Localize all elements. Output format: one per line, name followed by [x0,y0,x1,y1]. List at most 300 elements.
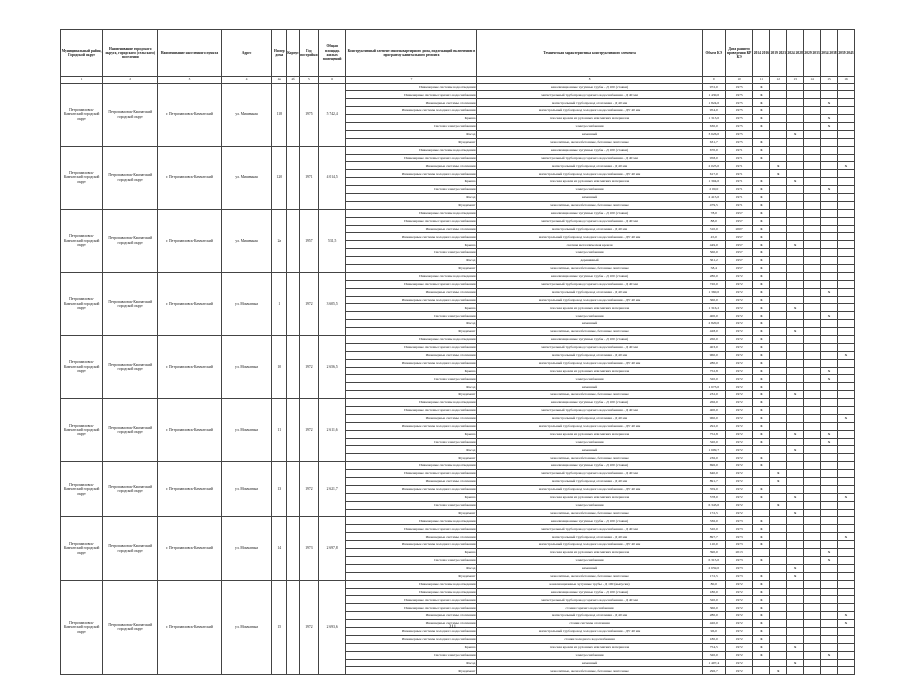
house-number-cell: 118 [272,83,287,146]
characteristic-cell: магистральный трубопровод отопления - Д 40 мм [477,414,702,422]
period-mark-cell [804,430,821,438]
volume-cell: 336,0 [702,517,725,525]
period-mark-cell: X [821,556,838,564]
total-area-cell: 5 742,4 [318,83,345,146]
period-mark-cell: X [821,430,838,438]
period-mark-cell: X [787,564,804,572]
characteristic-cell: магистральный трубопровод горячего водоснабжения - Д 40 мм [477,91,702,99]
period-mark-cell: X [787,178,804,186]
element-cell: Инженерные системы водоотведения [346,462,477,470]
period-mark-cell [770,596,787,604]
early-repair-date-cell: 1957 [725,233,752,241]
period-mark-cell [837,659,854,667]
house-number-cell: 13 [272,462,287,517]
period-mark-cell [753,478,770,486]
early-repair-date-cell: 1972 [725,509,752,517]
period-mark-cell: X [753,359,770,367]
period-mark-cell [837,359,854,367]
period-mark-cell: X [753,375,770,383]
period-mark-cell [804,501,821,509]
element-cell: Крыша [346,115,477,123]
column-header: Конструктивный элемент многоквартирного дома, подлежащий включению в программу капитального ремонта [346,30,477,77]
element-cell: Инженерные системы горячего водоснабжения [346,407,477,415]
column-header: 2019 2023 [770,30,787,77]
early-repair-date-cell: 1973 [725,556,752,564]
volume-cell: 172,5 [702,572,725,580]
period-mark-cell [787,272,804,280]
volume-cell: 320,0 [702,651,725,659]
period-mark-cell [804,643,821,651]
period-mark-cell [787,320,804,328]
period-mark-cell [804,556,821,564]
period-mark-cell [837,462,854,470]
period-mark-cell: X [787,572,804,580]
column-number: 3 [158,77,221,84]
period-mark-cell: X [787,241,804,249]
address-cell: ул. Мончагина [221,517,272,580]
element-cell: Инженерные системы горячего водоснабжения [346,596,477,604]
element-cell: Фасад [346,659,477,667]
table-row [61,336,855,344]
period-mark-cell [837,422,854,430]
volume-cell: 420,0 [702,620,725,628]
period-mark-cell [753,549,770,557]
early-repair-date-cell: 1957 [725,257,752,265]
period-mark-cell: X [753,612,770,620]
period-mark-cell [821,257,838,265]
period-mark-cell [804,225,821,233]
period-mark-cell [837,115,854,123]
period-mark-cell [787,193,804,201]
early-repair-date-cell: 1972 [725,493,752,501]
period-mark-cell: X [753,272,770,280]
period-mark-cell [804,659,821,667]
element-cell: Система электроснабжения [346,186,477,194]
period-mark-cell [787,612,804,620]
characteristic-cell: канализационные чугунные трубы - Д 100 (стояки) [477,517,702,525]
volume-cell: 292,0 [702,422,725,430]
period-mark-cell [770,107,787,115]
period-mark-cell: X [753,517,770,525]
characteristic-cell: магистральный трубопровод отопления - Д 40 мм [477,533,702,541]
period-mark-cell [770,122,787,130]
period-mark-cell [787,312,804,320]
period-mark-cell [804,485,821,493]
table-row [61,517,855,525]
period-mark-cell: X [753,541,770,549]
period-mark-cell [804,525,821,533]
period-mark-cell [804,83,821,91]
settlement-cell: Петропавловск-Камчатский городской округ [103,146,158,209]
period-mark-cell [804,375,821,383]
early-repair-date-cell: 1972 [725,627,752,635]
early-repair-date-cell: 1973 [725,572,752,580]
early-repair-date-cell: 1972 [725,280,752,288]
characteristic-cell: магистральный трубопровод горячего водоснабжения - Д 40 мм [477,596,702,604]
characteristic-cell: плоская кровля из рулонных или мягких материалов [477,493,702,501]
characteristic-cell: магистральный трубопровод горячего водоснабжения - Д 40 мм [477,343,702,351]
period-mark-cell [753,667,770,675]
period-mark-cell [787,249,804,257]
period-mark-cell [837,596,854,604]
period-mark-cell [787,83,804,91]
period-mark-cell [837,470,854,478]
period-mark-cell [821,517,838,525]
table-row [61,399,855,407]
period-mark-cell: X [837,612,854,620]
volume-cell: 696,0 [702,462,725,470]
period-mark-cell [804,304,821,312]
period-mark-cell [804,328,821,336]
period-mark-cell [804,541,821,549]
period-mark-cell [787,596,804,604]
period-mark-cell: X [787,659,804,667]
element-cell: Инженерные системы отопления [346,288,477,296]
period-mark-cell [770,296,787,304]
period-mark-cell: X [753,138,770,146]
early-repair-date-cell: 1971 [725,162,752,170]
period-mark-cell [837,478,854,486]
period-mark-cell [787,154,804,162]
early-repair-date-cell: 1972 [725,596,752,604]
period-mark-cell [787,470,804,478]
period-mark-cell [770,336,787,344]
period-mark-cell [753,162,770,170]
period-mark-cell [837,343,854,351]
volume-cell: 631,7 [702,138,725,146]
period-mark-cell [787,517,804,525]
period-mark-cell [821,233,838,241]
building-cell [287,146,300,209]
period-mark-cell [804,367,821,375]
column-number: 1 [61,77,103,84]
period-mark-cell [821,501,838,509]
period-mark-cell [804,288,821,296]
period-mark-cell [837,83,854,91]
period-mark-cell [821,83,838,91]
municipal-district-cell: Петропавловск-Камчатский городской округ [61,399,103,462]
column-header: Общая площадь жилых помещений [318,30,345,77]
period-mark-cell [804,422,821,430]
period-mark-cell [804,280,821,288]
period-mark-cell [787,296,804,304]
characteristic-cell: монолитные, железобетонные, бетонные ленточные [477,264,702,272]
volume-cell: 428,0 [702,328,725,336]
period-mark-cell [804,320,821,328]
characteristic-cell: магистральный трубопровод холодного водоснабжения - ДУ 40 мм [477,627,702,635]
period-mark-cell [770,138,787,146]
column-header: 2029 2033 [804,30,821,77]
period-mark-cell: X [837,533,854,541]
early-repair-date-cell: 1972 [725,604,752,612]
period-mark-cell [837,91,854,99]
period-mark-cell [770,359,787,367]
period-mark-cell [804,193,821,201]
period-mark-cell: X [753,122,770,130]
period-mark-cell [821,478,838,486]
volume-cell: 1 313,0 [702,115,725,123]
period-mark-cell [821,296,838,304]
period-mark-cell [770,249,787,257]
period-mark-cell [837,257,854,265]
element-cell: Инженерные системы отопления [346,533,477,541]
period-mark-cell [837,517,854,525]
element-cell: Инженерные системы водоотведения [346,83,477,91]
column-header: Объем КЭ [702,30,725,77]
period-mark-cell: X [753,225,770,233]
period-mark-cell [837,328,854,336]
period-mark-cell [837,225,854,233]
volume-cell: 296,7 [702,667,725,675]
early-repair-date-cell: 1973 [725,517,752,525]
period-mark-cell [837,201,854,209]
period-mark-cell: X [821,438,838,446]
period-mark-cell [821,272,838,280]
table-row [61,272,855,280]
column-number: 9 [702,77,725,84]
period-mark-cell [821,564,838,572]
period-mark-cell [770,343,787,351]
period-mark-cell: X [837,162,854,170]
period-mark-cell [804,154,821,162]
characteristic-cell: магистральный трубопровод отопления - Д 40 мм [477,162,702,170]
period-mark-cell [804,107,821,115]
characteristic-cell: электроснабжения [477,438,702,446]
period-mark-cell: X [753,422,770,430]
characteristic-cell: магистральный трубопровод холодного водоснабжения - ДУ 40 мм [477,541,702,549]
period-mark-cell [804,604,821,612]
period-mark-cell: X [753,627,770,635]
volume-cell: 320,0 [702,438,725,446]
element-cell: Крыша [346,430,477,438]
early-repair-date-cell: 1973 [725,533,752,541]
volume-cell: 80,0 [702,580,725,588]
period-mark-cell [837,588,854,596]
early-repair-date-cell: 1972 [725,635,752,643]
element-cell: Система электроснабжения [346,556,477,564]
early-repair-date-cell: 1972 [725,422,752,430]
period-mark-cell [787,549,804,557]
characteristic-cell: магистральный трубопровод горячего водоснабжения - Д 40 мм [477,525,702,533]
element-cell: Инженерные системы водоотведения [346,399,477,407]
locality-cell: г. Петропавловск-Камчатский [158,517,221,580]
period-mark-cell [787,556,804,564]
period-mark-cell: X [753,635,770,643]
period-mark-cell: X [787,446,804,454]
characteristic-cell: магистральный трубопровод отопления - Д 40 мм [477,288,702,296]
total-area-cell: 4 014,5 [318,146,345,209]
period-mark-cell [770,414,787,422]
period-mark-cell [787,257,804,265]
period-mark-cell [787,146,804,154]
characteristic-cell: каменный [477,130,702,138]
early-repair-date-cell: 1973 [725,525,752,533]
period-mark-cell: X [821,186,838,194]
municipal-district-cell: Петропавловск-Камчатский городской округ [61,146,103,209]
period-mark-cell: X [821,549,838,557]
period-mark-cell [821,320,838,328]
element-cell: Система электроснабжения [346,438,477,446]
period-mark-cell [837,146,854,154]
period-mark-cell [837,509,854,517]
construction-year-cell: 1972 [299,462,318,517]
period-mark-cell [821,588,838,596]
period-mark-cell [804,336,821,344]
table-row [61,83,855,91]
period-mark-cell: X [753,485,770,493]
characteristic-cell: электроснабжения [477,556,702,564]
characteristic-cell: магистральный трубопровод отопления - Д 40 мм [477,478,702,486]
element-cell: Инженерные системы холодного водоснабжения [346,422,477,430]
period-mark-cell [770,312,787,320]
period-mark-cell [770,549,787,557]
period-mark-cell [837,336,854,344]
period-mark-cell [821,154,838,162]
period-mark-cell [804,186,821,194]
period-mark-cell [770,99,787,107]
municipal-district-cell: Петропавловск-Камчатский городской округ [61,517,103,580]
characteristic-cell: монолитные, железобетонные, бетонные ленточные [477,138,702,146]
early-repair-date-cell: 1972 [725,336,752,344]
column-header: Адрес [221,30,272,77]
period-mark-cell: X [787,304,804,312]
period-mark-cell [770,193,787,201]
early-repair-date-cell: 1972 [725,580,752,588]
period-mark-cell [770,217,787,225]
volume-cell: 403,0 [702,343,725,351]
volume-cell: 1 360,0 [702,288,725,296]
early-repair-date-cell: 1972 [725,288,752,296]
period-mark-cell [804,438,821,446]
element-cell: Инженерные системы горячего водоснабжения [346,154,477,162]
building-cell [287,272,300,335]
period-mark-cell [804,201,821,209]
period-mark-cell: X [821,375,838,383]
column-number: 13 [787,77,804,84]
characteristic-cell: электроснабжения [477,122,702,130]
period-mark-cell [770,383,787,391]
element-cell: Фундамент [346,391,477,399]
characteristic-cell: канализационные чугунные трубы - Д 100 (стояки) [477,146,702,154]
column-header: 2014 2016 [753,30,770,77]
element-cell: Инженерные системы отопления [346,478,477,486]
period-mark-cell [804,391,821,399]
period-mark-cell [787,383,804,391]
characteristic-cell: каменный [477,659,702,667]
element-cell: Инженерные системы горячего водоснабжения [346,525,477,533]
period-mark-cell [804,478,821,486]
volume-cell: 891,7 [702,478,725,486]
locality-cell: г. Петропавловск-Камчатский [158,336,221,399]
period-mark-cell [787,99,804,107]
period-mark-cell: X [753,217,770,225]
element-cell: Инженерные системы водоотведения [346,517,477,525]
period-mark-cell [770,651,787,659]
construction-year-cell: 1957 [299,209,318,272]
period-mark-cell [753,509,770,517]
early-repair-date-cell: 1972 [725,643,752,651]
volume-cell: 1 609,7 [702,446,725,454]
period-mark-cell [770,351,787,359]
period-mark-cell: X [753,257,770,265]
period-mark-cell [837,549,854,557]
period-mark-cell: X [753,178,770,186]
period-mark-cell: X [770,501,787,509]
period-mark-cell [770,154,787,162]
period-mark-cell [804,257,821,265]
volume-cell: 958,0 [702,154,725,162]
period-mark-cell: X [753,264,770,272]
period-mark-cell [770,241,787,249]
period-mark-cell: X [821,99,838,107]
element-cell: Инженерные системы холодного водоснабжения [346,635,477,643]
early-repair-date-cell: 2013 [725,549,752,557]
period-mark-cell: X [753,107,770,115]
element-cell: Крыша [346,304,477,312]
period-mark-cell [804,146,821,154]
period-mark-cell: X [753,430,770,438]
period-mark-cell [804,170,821,178]
period-mark-cell [787,580,804,588]
table-row [61,146,855,154]
volume-cell: 960,0 [702,414,725,422]
period-mark-cell [821,201,838,209]
construction-year-cell: 1975 [299,83,318,146]
early-repair-date-cell: 1957 [725,249,752,257]
period-mark-cell [787,186,804,194]
period-mark-cell: X [753,580,770,588]
early-repair-date-cell: 1972 [725,343,752,351]
period-mark-cell [770,509,787,517]
period-mark-cell [804,343,821,351]
period-mark-cell: X [753,525,770,533]
period-mark-cell: X [753,154,770,162]
volume-cell: 361,2 [702,257,725,265]
period-mark-cell: X [753,588,770,596]
period-mark-cell [770,643,787,651]
characteristic-cell: монолитные, железобетонные, бетонные ленточные [477,454,702,462]
address-cell: ул. Мончагина [221,272,272,335]
municipal-district-cell: Петропавловск-Камчатский городской округ [61,336,103,399]
period-mark-cell [821,130,838,138]
period-mark-cell [770,430,787,438]
municipal-district-cell: Петропавловск-Камчатский городской округ [61,462,103,517]
period-mark-cell [787,343,804,351]
early-repair-date-cell: 1971 [725,154,752,162]
period-mark-cell: X [753,280,770,288]
period-mark-cell [837,399,854,407]
element-cell: Инженерные системы холодного водоснабжения [346,627,477,635]
volume-cell: 670,0 [702,146,725,154]
period-mark-cell [804,407,821,415]
period-mark-cell [804,296,821,304]
early-repair-date-cell: 1972 [725,620,752,628]
period-mark-cell [837,312,854,320]
early-repair-date-cell: 1972 [725,304,752,312]
element-cell: Крыша [346,493,477,501]
early-repair-date-cell: 1972 [725,320,752,328]
period-mark-cell [770,83,787,91]
element-cell: Инженерные системы холодного водоснабжения [346,233,477,241]
volume-cell: 320,0 [702,375,725,383]
period-mark-cell [804,651,821,659]
element-cell: Система электроснабжения [346,651,477,659]
column-header: Номер дома [272,30,287,77]
column-number: 2 [103,77,158,84]
period-mark-cell [804,249,821,257]
volume-cell: 2 820,0 [702,320,725,328]
period-mark-cell: X [753,249,770,257]
